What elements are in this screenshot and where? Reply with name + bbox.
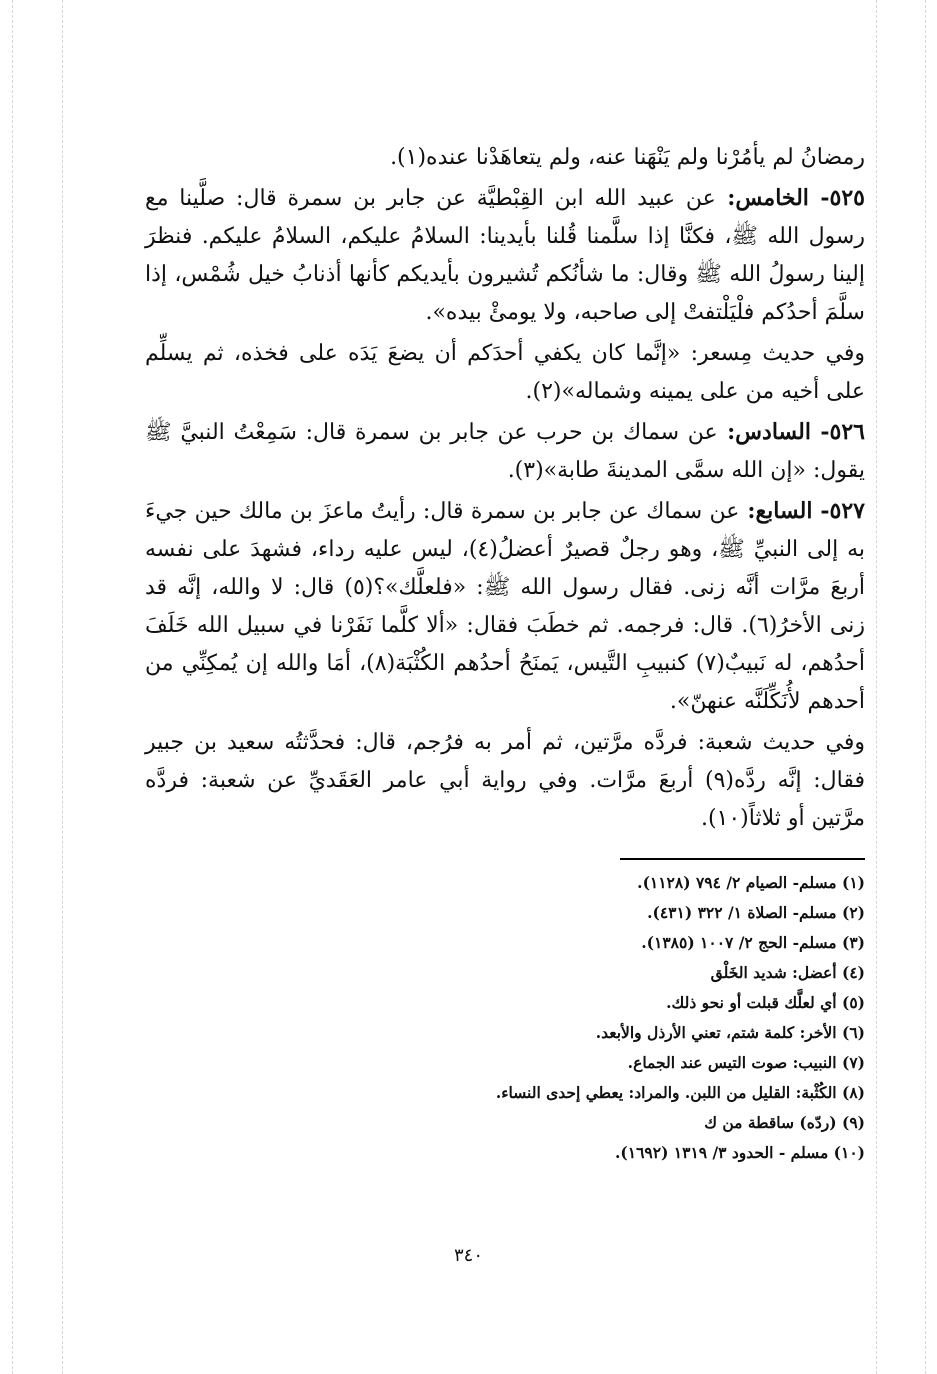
paragraph: [145, 723, 865, 838]
footnote: (٢) مسلم- الصلاة ١/ ٣٢٢ (٤٣١).: [647, 903, 865, 922]
paragraph-text: رمضانُ لم يأمُرْنا ولم يَنْهَنا عنه، ولم يتعاهَدْنا عنده(١).: [390, 145, 865, 170]
footnote: (٨) الكُثْبة: القليل من اللبن. والمراد: يعطي إحدى النساء.: [495, 1083, 865, 1102]
paragraph-text: عن سماك عن جابر بن سمرة قال: رأيتُ ماعزَ بن مالك حين جيءَ به إلى النبيِّ ﷺ، وهو رجلٌ قصيرٌ أعضلُ(٤)، ليس عليه رداء، فشهدَ على نفسه أربعَ مرَّات أنَّه زنى. فقال رسول الله ﷺ: «فلعلَّك»؟(٥) قال: لا والله، إنَّه قد زنى الأخرُ(٦). قال: فرجمه. ثم خطَبَ فقال: «ألا كلَّما نَفَرْنا في سبيل الله خَلَفَ أحدُهم، له نَبيبٌ(٧) كنبيبِ التَّيس، يَمنَحُ أحدُهم الكُثْبَة(٨)، أمَا والله إن يُمكِنِّي من أحدهم لأُنَكِّلَنَّه عنهنّ».: [145, 499, 866, 714]
paragraph: [145, 138, 865, 177]
footnote: (٤) أعضل: شديد الخَلْق: [710, 963, 865, 982]
footnote: (١٠) مسلم - الحدود ٣/ ١٣١٩ (١٦٩٢).: [615, 1143, 865, 1162]
paragraph-text: وفي حديث مِسعر: «إنَّما كان يكفي أحدَكم أن يضعَ يَدَه على فخذه، ثم يسلِّم على أخيه من على يمينه وشماله»(٢).: [145, 341, 865, 404]
page-guide-line: [12, 0, 13, 1374]
hadith-heading: السادس:: [717, 419, 811, 445]
footnote: (٦) الأخر: كلمة شتم، تعني الأرذل والأبعد.: [595, 1023, 865, 1042]
page-guide-line: [876, 0, 877, 1374]
paragraph: [145, 179, 865, 332]
footnote: (٥) أي لعلَّك قبلت أو نحو ذلك.: [666, 993, 865, 1012]
page-body: [145, 138, 865, 1168]
footnote: (٧) النبيب: صوت التيس عند الجماع.: [627, 1053, 865, 1072]
footnote: (٩) (ردّه) ساقطة من ك: [704, 1113, 865, 1132]
paragraph-text: وفي حديث شعبة: فردَّه مرَّتين، ثم أمر به فرُجم، قال: فحدَّثتُه سعيد بن جبير فقال: إنَّه ردَّه(٩) أربعَ مرَّات. وفي رواية أبي عامر العَقَديِّ عن شعبة: فردَّه مرَّتين أو ثلاثاً(١٠).: [145, 730, 865, 831]
paragraph-text: عن سماك بن حرب عن جابر بن سمرة قال: سَمِعْتُ النبيَّ ﷺ يقول: «إن الله سمَّى المدينةَ طابة»(٣).: [145, 420, 865, 483]
paragraph: [145, 334, 865, 411]
hadith-number: ٥٢٥-: [808, 185, 865, 211]
footnotes: [145, 868, 865, 1168]
hadith-number: ٥٢٧-: [812, 498, 865, 524]
hadith-heading: السابع:: [739, 498, 813, 524]
footnote: (١) مسلم- الصيام ٢/ ٧٩٤ (١١٢٨).: [637, 873, 865, 892]
hadith-heading: الخامس:: [715, 185, 809, 211]
footnote: (٣) مسلم- الحج ٢/ ١٠٠٧ (١٣٨٥).: [641, 933, 865, 952]
page-number: ٣٤٠: [453, 1245, 483, 1266]
paragraph: [145, 492, 865, 721]
paragraph-text: عن عبيد الله ابن القِبْطيَّة عن جابر بن سمرة قال: صلَّينا مع رسول الله ﷺ، فكنَّا إذا سلَّمنا قُلنا بأيدينا: السلامُ عليكم، السلامُ عليكم. فنظرَ إلينا رسولُ الله ﷺ وقال: ما شأنُكم تُشيرون بأيديكم كأنها أذنابُ خيل شُمْس، إذا سلَّمَ أحدُكم فلْيَلْتفتْ إلى صاحبه، ولا يومئْ بيده».: [145, 186, 865, 325]
hadith-number: ٥٢٦-: [810, 419, 865, 445]
footnote-separator: [620, 858, 865, 860]
paragraph: [145, 413, 865, 490]
page-guide-line: [62, 0, 63, 1374]
page-guide-line: [925, 0, 926, 1374]
